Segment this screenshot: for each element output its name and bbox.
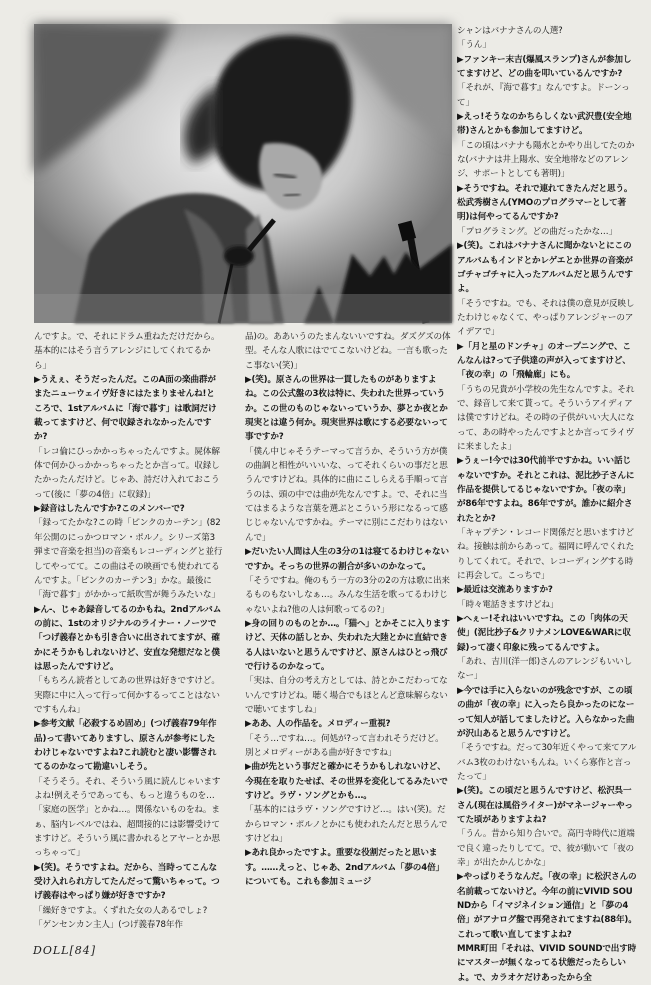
interview-question: ▶ファンキー末吉(爆風スランプ)さんが参加してますけど、どの曲を叩いているんですか? <box>457 54 632 80</box>
interview-question: ▶曲が先という事だと確かにそうかもしれないけど、今現在を取りたせば、その世界を変化してるみたいですけど。ラヴ・ソングとかも…。 <box>245 762 448 801</box>
interview-question: ▶あれ良かったですよ。重要な役割だったと思います。……えっと、じゃあ、2ndアルバム「夢の4倍」についても。これも参加ミュージ <box>245 848 444 888</box>
text-column-right <box>457 24 637 983</box>
interview-question: ▶参考文献「必殺するめ固め」(つげ義春79年作品)って書いてありますし、原さんが参考にしたわけじゃないですよね?これ読むと凄い影響されてるのかなって勘違いしそう。 <box>34 719 217 773</box>
interview-question: ▶「月と星のドンチャ」のオープニングで、こんなんは?って子供達の声が入ってますけど、「夜の幸」の「飛輪廊」にも。 <box>457 341 631 381</box>
interview-question: ▶うえぇ、そうだったんだ。このA面の楽曲群がまたニューウェイヴ好きにはたまりませんね!ところで、1stアルバムに「海で暮す」は歌詞だけ載ってますけど、何で収録されなかったんですか? <box>34 375 217 443</box>
interview-question: ▶録音はしたんですか?このメンバーで? <box>34 504 185 515</box>
interview-answer: 「そうですね。でも、それは僕の意見が反映したわけじゃなくて、やっぱりアレンジャーのアイデアで」 <box>457 298 635 338</box>
interview-question: ▶えっ!そうなのかちらしくない武沢豊(安全地帯)さんとかも参加してますけど。 <box>457 112 632 137</box>
interview-question: ▶身の回りのものとか…。「猫へ」とかそこに入りますけど、天体の話しとか、失われた大陸とかに直結できる人はいないと思うんですけど、原さんはひとっ飛びで行けるのかなって。 <box>245 618 450 672</box>
interview-answer: 「基本的にはラヴ・ソングですけど…。はい(笑)。だからロマン・ポルノとかにも使われたんだと思うんですけどね」 <box>245 805 448 845</box>
page-folio: DOLL[84] <box>33 944 97 957</box>
interview-answer: 「録ってたかな?この時「ピンクのカーテン」(82年公開のにっかつロマン・ポルノ。シリーズ第3弾まで音楽を担当)の音楽もレコーディングと並行してやってて。この曲はその映画でも使われてるんですよ。「ピンクのカーテン3」かな。最後に「海で暮す」がかかって紙吹雪が舞うみたいな」 <box>34 518 223 601</box>
interview-answer: 「それが、『海で暮す』なんですよ。ドーンって」 <box>457 83 630 108</box>
interview-question: ▶だいたい人間は人生の3分の1は寝てるわけじゃないですか。そっちの世界の割合が多いのかなって。 <box>245 547 449 572</box>
interview-answer: 「レコ倫にひっかかっちゃったんですよ。屍体解体で何かひっかかっちゃったとか言って。収録したかったんだけど。じゃあ、詩だけ入れておこうって(後に「夢の4倍」に収録)」 <box>34 446 220 500</box>
interview-answer: 「キャプテン・レコード関係だと思いますけどね。接触は前からあって。福岡に呼んでくれたりしてくれて。それで、レコーディングする時に再会して。こっちで」 <box>457 528 635 582</box>
interview-question: ▶へぇー!それはいいですね。この「肉体の天使」(泥比抄子&クリナメンLOVE&WARに収録)って凄く印象に残ってるんですよ。 <box>457 614 631 653</box>
interview-answer: 「そうですね。俺のもう一方の3分の2の方は歌に出来るものもないしなぁ…。みんな生活を歌ってるわけじゃないよね?他の人は何歌ってるの?」 <box>245 575 450 615</box>
interview-answer: 「そうそう。それ、そういう風に読んじゃいますよね!例えそうであっても、もっと違うものを…「家庭の医学」とかね…。関係ないものをね。まぁ、脳内レベルではね、超間接的には影響受けてますけど。そういう風に書かれるとアヤーとか思っちゃって」 <box>34 776 221 859</box>
concert-photo <box>34 24 452 323</box>
interview-question: ▶(笑)。原さんの世界は一貫したものがありますよね。この公式盤の3枚は特に、失われた世界っていうか。この世のものじゃないっていうか、夢とか夜とか現実とは違う何か。現実世界は歌にする必要ないって事ですか? <box>245 375 448 443</box>
interview-answer: シャンはバナナさんの人選? <box>457 26 563 36</box>
interview-answer: んですよ。で、それにドラム重ねただけだから。基本的にはそう言うアレンジにしてくれてるから」 <box>34 332 220 371</box>
interview-question: ▶(笑)。そうですよね。だから、当時ってこんな受け入れられ方してたんだって驚いちゃって。つげ義春はやっぱり嫌が好きですか? <box>34 862 220 902</box>
interview-question: ▶ああ、人の作品を。メロディー重視? <box>245 719 391 730</box>
interview-answer: 「うん」 <box>457 40 491 51</box>
text-column-left <box>34 330 223 940</box>
interview-question: ▶ん-、じゃあ録音してるのかもね。2ndアルバムの前に、1stのオリジナルのライナー・ノーツで「つげ義春とかも引き合いに出されてますが、確かにそうかもしれないけど、安直な発想だなと僕は思ったんですけど。 <box>34 604 222 672</box>
interview-question: ▶そうですね。それで連れてきたんだと思う。松武秀樹さん(YMOのプログラマーとして著明)は何やってるんですか? <box>457 183 633 223</box>
interview-answer: 「そうですね。だって30年近くやって来てアルバム3枚のわけないもんね。いくら寡作と言ったって」 <box>457 743 637 782</box>
interview-answer: 「うちの兄貴が小学校の先生なんですよ。それで、録音して来て貰って。そういうアイディアは僕ですけどね。その時の子供がいい大人になって、あの時やったんですよとか言ってライヴに来ましたよ」 <box>457 384 635 452</box>
interview-question: ▶うぇー!今では30代前半ですかね。いい話じゃないですか。それとこれは、泥比抄子さんに作品を提供してるじゃないですか。「夜の幸」が86年ですよね。86年ですが。誰かに紹介されたとか? <box>457 456 635 524</box>
interview-answer: 「時々電話きますけどね」 <box>457 599 559 610</box>
interview-question: ▶やっぱりそうなんだ。「夜の幸」に松沢さんの名前載ってないけど。今年の前にVIVID SOUNDから「イマジネイション通信」と「夢の4倍」がアナログ盤で再発されてますね(88年)。これって歌い直してますよね? <box>457 872 637 940</box>
interview-answer: 「僕ん中じゃそうテーマって言うか、そういう方が僕の曲調と相性がいいいな、ってそれくらいの事だと思うんですけどね。具体的に曲にこしらえる手順って言うのは、頭の中では曲が先なんですよ。で、それに当てはまるような言葉を選ぶとこういう形になるって感じじゃないんですかね。テーマに別にこだわりはないんで」 <box>245 446 448 543</box>
interview-question: MMR町田「それは、VIVID SOUNDで出す時にマスターが無くなってる状態だったらしいよ。で、カラオケだけあったから全 <box>457 944 637 983</box>
singer-photo-image <box>34 24 452 323</box>
interview-answer: 「そう…ですね…。何処が?って言われそうだけど。別とメロディーがある曲が好きですね」 <box>245 733 444 758</box>
interview-answer: 「もちろん読者としてあの世界は好きですけど。実際に中に入って行って何かするってことはないですもんね」 <box>34 676 220 715</box>
interview-question: ▶今では手に入らないのが残念ですが、この頃の曲が「夜の幸」に入ったら良かったのになーって知人が話してましたけど。入らなかった曲が沢山あると思うんですけど。 <box>457 685 635 739</box>
interview-question: ▶最近は交流ありますか? <box>457 585 553 596</box>
interview-answer: 「この頃はバナナも陽水とかやり出してたのかな(バナナは井上陽水、安全地帯などのアレンジ、サポートとしても著明)」 <box>457 140 635 180</box>
interview-answer: 「繰好きですよ。くずれた女の人あるでしょ?「ゲンセンカン主人」(つげ義春78年作 <box>34 905 208 931</box>
interview-answer: 品)の。ああいうのたまんないいですね。ダズグズの体型。そんな人歌にはでてこないけどね。一言も歌ったこ事ない(笑)」 <box>245 332 451 371</box>
interview-answer: 「うん。昔から知り合いで。高円寺時代に道端で良く違ったりしてて。で、彼が動いて「夜の幸」が出たかんじかな」 <box>457 829 635 868</box>
text-column-middle <box>245 330 451 940</box>
interview-answer: 「実は、自分の考え方としては、詩とかこだわってないんですけどね。聴く場合でもほとんど意味解らないで聴いてますしね」 <box>245 676 448 715</box>
interview-answer: 「あれ、吉川(洋一郎)さんのアレンジもいいしなー」 <box>457 657 633 682</box>
interview-question: ▶(笑)。これはバナナさんに聞かないとにこのアルバムもインドとかレゲエとか世界の音楽がゴチャゴチャに入ったアルバムだと思うんですよ。 <box>457 241 633 295</box>
interview-question: ▶(笑)。この頃だと思うんですけど、松沢呉一さん(現在は風俗ライター)がマネージャーやってた頃がありますよね? <box>457 786 633 825</box>
interview-answer: 「プログラミング。どの曲だったかな…」 <box>457 226 617 237</box>
